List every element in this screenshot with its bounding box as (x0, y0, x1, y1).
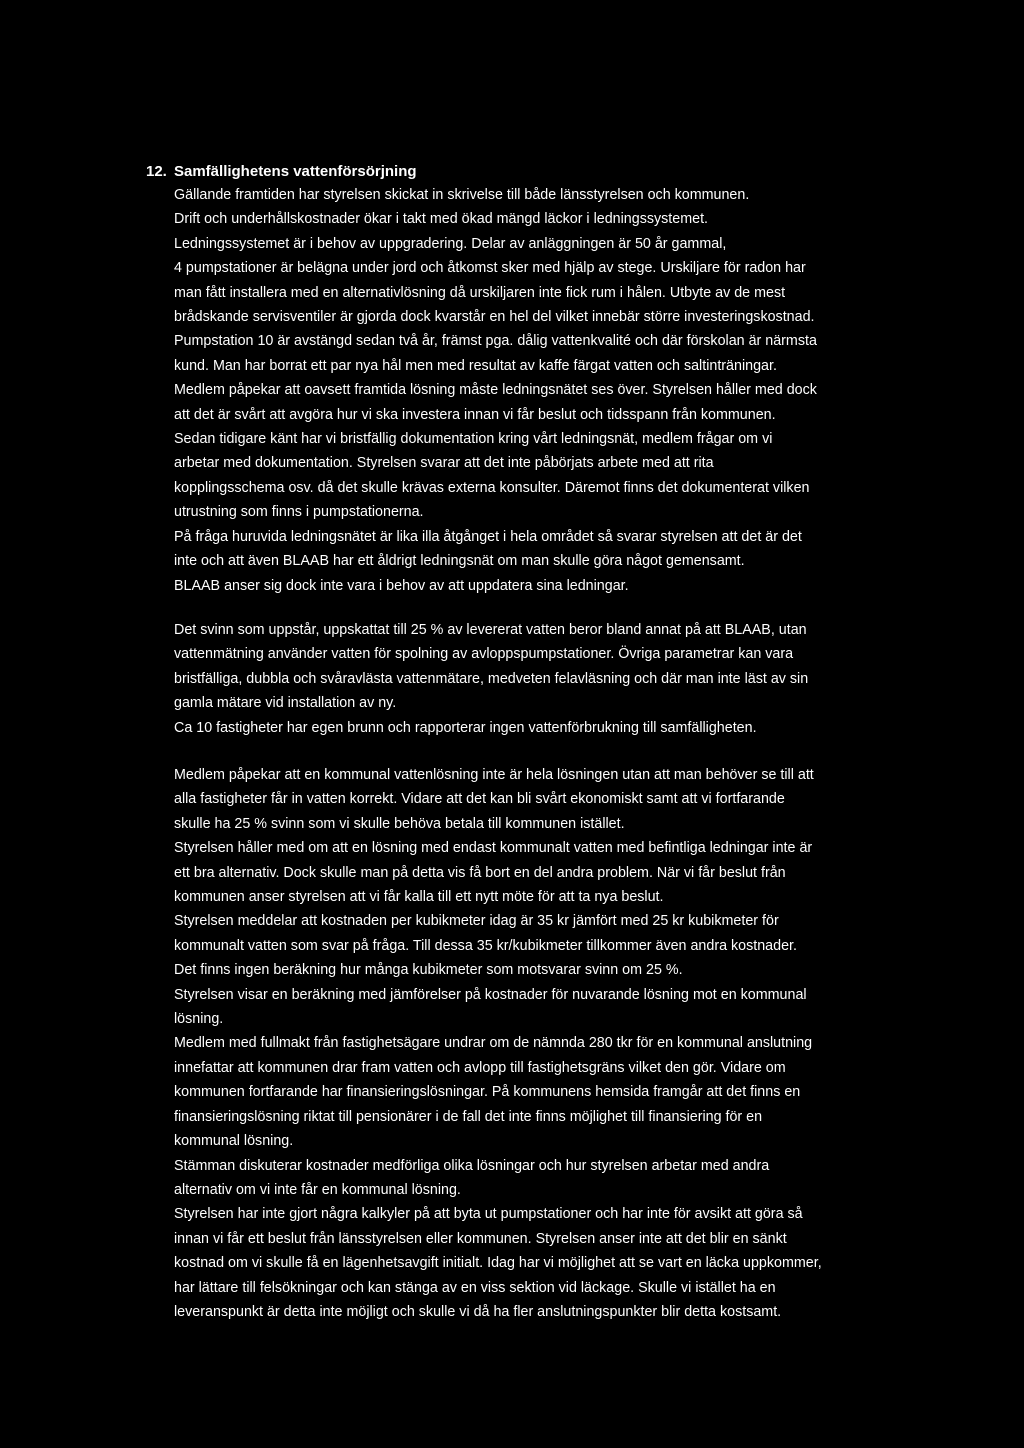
text-line: Sedan tidigare känt har vi bristfällig dokumentation kring vårt ledningsnät, medlem frågar om vi (174, 431, 773, 448)
text-line: kopplingsschema osv. då det skulle krävas externa konsulter. Däremot finns det dokumenterat vilken (174, 479, 810, 496)
text-line: Medlem påpekar att oavsett framtida lösning måste ledningsnätet ses över. Styrelsen håller med dock (174, 382, 817, 399)
text-line: BLAAB anser sig dock inte vara i behov av att uppdatera sina ledningar. (174, 577, 629, 594)
text-line: Styrelsen meddelar att kostnaden per kubikmeter idag är 35 kr jämfört med 25 kr kubikmeter för (174, 913, 779, 930)
text-line: leveranspunkt är detta inte möjligt och skulle vi då ha fler anslutningspunkter blir detta kostsamt. (174, 1303, 782, 1320)
text-line: utrustning som finns i pumpstationerna. (174, 504, 424, 521)
text-line: man fått installera med en alternativlösning då urskiljaren inte fick rum i hålen. Utbyte av de mest (174, 284, 786, 301)
text-line: kommunal lösning. (174, 1133, 294, 1150)
section-title: Samfällighetens vattenförsörjning (174, 163, 417, 180)
paragraph-block-infrastructure (174, 183, 914, 598)
section-heading (146, 161, 417, 183)
text-line: ett bra alternativ. Dock skulle man på detta vis få bort en del andra problem. När vi får beslut från (174, 864, 786, 881)
text-line: Medlem påpekar att en kommunal vattenlösning inte är hela lösningen utan att man behöver se till att (174, 767, 814, 783)
text-line: arbetar med dokumentation. Styrelsen svarar att det inte påbörjats arbete med att rita (174, 455, 714, 472)
text-line: innefattar att kommunen drar fram vatten och avlopp till fastighetsgräns vilket den gör. Vidare om (174, 1059, 786, 1076)
paragraph-block-municipal-discussion (174, 763, 914, 1324)
text-line: alla fastigheter får in vatten korrekt. Vidare att det kan bli svårt ekonomiskt samt att vi fortfarande (174, 791, 785, 808)
text-line: skulle ha 25 % svinn som vi skulle behöva betala till kommunen istället. (174, 815, 625, 832)
text-line: alternativ om vi inte får en kommunal lösning. (174, 1181, 461, 1198)
text-line: Stämman diskuterar kostnader medförliga olika lösningar och hur styrelsen arbetar med andra (174, 1157, 770, 1174)
text-line: kommunen fortfarande har finansieringslösningar. På kommunens hemsida framgår att det finns en (174, 1084, 801, 1101)
text-line: bristfälliga, dubbla och svåravlästa vattenmätare, medveten felavläsning och där man inte läst av sin (174, 670, 809, 687)
text-line: Ca 10 fastigheter har egen brunn och rapporterar ingen vattenförbrukning till samfälligheten. (174, 719, 757, 736)
text-line: finansieringslösning riktat till pensionärer i de fall det inte finns möjlighet till finansiering för en (174, 1108, 763, 1125)
section-number: 12. (146, 163, 167, 180)
text-line: Drift och underhållskostnader ökar i takt med ökad mängd läckor i ledningssystemet. (174, 211, 709, 228)
text-line: kommunen anser styrelsen att vi får kalla till ett nytt möte för att ta nya beslut. (174, 889, 664, 906)
text-line: kund. Man har borrat ett par nya hål men med resultat av kaffe färgat vatten och saltinträningar. (174, 357, 777, 374)
text-line: inte och att även BLAAB har ett åldrigt ledningsnät om man skulle göra något gemensamt. (174, 553, 745, 570)
text-line: Ledningssystemet är i behov av uppgradering. Delar av anläggningen är 50 år gammal, (174, 235, 727, 252)
text-line: Det svinn som uppstår, uppskattat till 25 % av levererat vatten beror bland annat på att BLAAB, utan (174, 622, 807, 638)
text-line: Pumpstation 10 är avstängd sedan två år, främst pga. dålig vattenkvalité och där förskolan är närmsta (174, 333, 817, 350)
text-line: Medlem med fullmakt från fastighetsägare undrar om de nämnda 280 tkr för en kommunal anslutning (174, 1035, 813, 1052)
text-line: Styrelsen har inte gjort några kalkyler på att byta ut pumpstationer och har inte för avsikt att göra så (174, 1206, 803, 1223)
text-line: innan vi får ett beslut från länsstyrelsen eller kommunen. Styrelsen anser inte att det blir en sänkt (174, 1230, 787, 1247)
text-line: vattenmätning använder vatten för spolning av avloppspumpstationer. Övriga parametrar kan vara (174, 646, 794, 663)
text-line: Styrelsen visar en beräkning med jämförelser på kostnader för nuvarande lösning mot en kommunal (174, 986, 807, 1003)
text-line: lösning. (174, 1011, 224, 1028)
text-line: gamla mätare vid installation av ny. (174, 695, 397, 712)
text-line: Styrelsen håller med om att en lösning med endast kommunalt vatten med befintliga ledningar inte är (174, 840, 813, 857)
text-line: Det finns ingen beräkning hur många kubikmeter som motsvarar svinn om 25 %. (174, 962, 683, 979)
text-line: Gällande framtiden har styrelsen skickat in skrivelse till både länsstyrelsen och kommunen. (174, 187, 750, 203)
text-line: kommunalt vatten som svar på fråga. Till dessa 35 kr/kubikmeter tillkommer även andra kostnader. (174, 937, 797, 954)
text-line: brådskande servisventiler är gjorda dock kvarstår en hel del vilket innebär större investeringskostnad. (174, 309, 815, 326)
paragraph-block-water-loss (174, 618, 914, 740)
text-line: 4 pumpstationer är belägna under jord och åtkomst sker med hjälp av stege. Urskiljare för radon har (174, 260, 806, 277)
text-line: På fråga huruvida ledningsnätet är lika illa åtgånget i hela området så svarar styrelsen att det är det (174, 528, 802, 545)
text-line: att det är svårt att avgöra hur vi ska investera innan vi får beslut och tidsspann från kommunen. (174, 406, 776, 423)
text-line: kostnad om vi skulle få en lägenhetsavgift initialt. Idag har vi möjlighet att se vart en läcka uppkommer, (174, 1255, 822, 1272)
text-line: har lättare till felsökningar och kan stänga av en viss sektion vid läckage. Skulle vi istället ha en (174, 1279, 776, 1296)
